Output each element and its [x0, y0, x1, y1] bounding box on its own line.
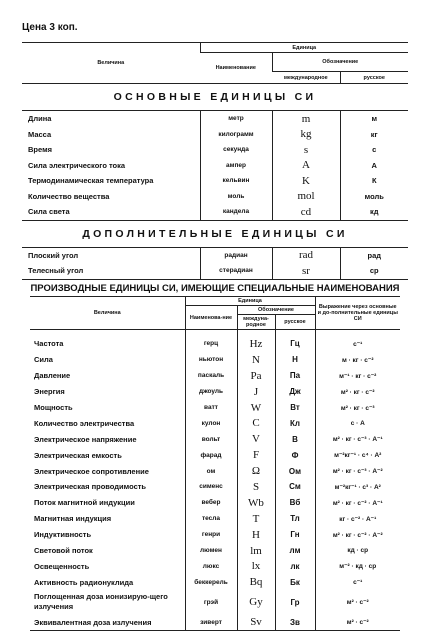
- russian-symbol: рад: [340, 247, 408, 263]
- unit-name: кельвин: [200, 173, 272, 189]
- international-symbol: Gy: [237, 590, 275, 614]
- derived-international-header: междуна-родное: [237, 315, 275, 330]
- si-expression: с · А: [315, 415, 400, 431]
- unit-name: секунда: [200, 142, 272, 158]
- derived-unit-row: [30, 527, 400, 543]
- derived-unit-row: [30, 558, 400, 574]
- derived-unit-row: [30, 330, 400, 352]
- international-symbol: Pa: [237, 368, 275, 384]
- quantity-name: Поглощенная доза ионизирую-щего излучения: [34, 592, 168, 612]
- russian-symbol: Гр: [275, 590, 315, 614]
- derived-unit-row: [30, 479, 400, 495]
- russian-symbol: лм: [275, 543, 315, 559]
- derived-unit-row: [30, 574, 400, 590]
- quantity-name: Электрическая емкость: [34, 450, 122, 460]
- quantity-name: Активность радионуклида: [34, 577, 134, 587]
- si-expression: с⁻¹: [315, 330, 400, 352]
- russian-symbol: Гн: [275, 527, 315, 543]
- russian-symbol: кд: [340, 204, 408, 220]
- international-symbol: Hz: [237, 330, 275, 352]
- quantity-name: Сила: [34, 355, 53, 365]
- section-title-basic: ОСНОВНЫЕ ЕДИНИЦЫ СИ: [22, 84, 408, 111]
- basic-unit-row: [22, 142, 408, 158]
- quantity-name: Электрическое сопротивление: [34, 466, 149, 476]
- unit-name: люмен: [185, 543, 237, 559]
- international-header: международное: [272, 72, 340, 84]
- international-symbol: F: [237, 447, 275, 463]
- si-expression: м · кг · с⁻²: [315, 352, 400, 368]
- international-symbol: lm: [237, 543, 275, 559]
- unit-header: Единица: [200, 43, 408, 53]
- quantity-name: Количество электричества: [34, 418, 135, 428]
- international-symbol: kg: [272, 127, 340, 143]
- russian-symbol: Тл: [275, 511, 315, 527]
- unit-name: ампер: [200, 158, 272, 174]
- unit-name: метр: [200, 111, 272, 127]
- basic-unit-row: [22, 111, 408, 127]
- international-symbol: V: [237, 431, 275, 447]
- international-symbol: m: [272, 111, 340, 127]
- quantity-name: Давление: [34, 371, 71, 381]
- international-symbol: cd: [272, 204, 340, 220]
- derived-unit-row: [30, 415, 400, 431]
- russian-symbol: ср: [340, 263, 408, 279]
- derived-unit-row: [30, 431, 400, 447]
- unit-name: стерадиан: [200, 263, 272, 279]
- derived-unit-row: [30, 352, 400, 368]
- unit-name: ватт: [185, 400, 237, 416]
- international-symbol: sr: [272, 263, 340, 279]
- russian-symbol: Кл: [275, 415, 315, 431]
- name-header: Наименование: [200, 53, 272, 84]
- derived-unit-header: Единица: [185, 297, 315, 306]
- si-expression: м² · кг · с⁻³: [315, 400, 400, 416]
- international-symbol: C: [237, 415, 275, 431]
- quantity-name: Масса: [28, 129, 52, 139]
- quantity-name: Сила света: [22, 204, 200, 220]
- russian-symbol: Бк: [275, 574, 315, 590]
- russian-symbol: Вб: [275, 495, 315, 511]
- unit-name: моль: [200, 189, 272, 205]
- unit-name: беккерель: [185, 574, 237, 590]
- quantity-name: Магнитная индукция: [34, 514, 112, 524]
- quantity-name: Телесный угол: [22, 263, 200, 279]
- international-symbol: Sv: [237, 614, 275, 630]
- russian-symbol: Па: [275, 368, 315, 384]
- quantity-name: Световой поток: [34, 546, 93, 556]
- quantity-name: Электрическое напряжение: [34, 434, 137, 444]
- section-title-supplementary: ДОПОЛНИТЕЛЬНЫЕ ЕДИНИЦЫ СИ: [22, 220, 408, 247]
- russian-symbol: кг: [340, 127, 408, 143]
- derived-unit-row: [30, 400, 400, 416]
- russian-symbol: Н: [275, 352, 315, 368]
- russian-symbol: Ф: [275, 447, 315, 463]
- derived-unit-row: [30, 463, 400, 479]
- quantity-name: Сила электрического тока: [28, 160, 126, 170]
- derived-unit-row: [30, 368, 400, 384]
- international-symbol: K: [272, 173, 340, 189]
- si-expression: м⁻²кг⁻¹ · с³ · А²: [315, 479, 400, 495]
- supplementary-unit-row: [22, 263, 408, 279]
- unit-name: кулон: [185, 415, 237, 431]
- international-symbol: W: [237, 400, 275, 416]
- russian-symbol: См: [275, 479, 315, 495]
- supplementary-unit-row: [22, 247, 408, 263]
- si-expression: м² · кг · с⁻²: [315, 384, 400, 400]
- unit-name: герц: [185, 330, 237, 352]
- unit-name: вольт: [185, 431, 237, 447]
- quantity-name: Электрическая проводимость: [34, 482, 147, 492]
- quantity-name: Мощность: [34, 403, 73, 412]
- derived-units-table: [30, 296, 400, 631]
- derived-unit-row: [30, 614, 400, 630]
- si-expression: м⁻²кг⁻¹ · с⁴ · А²: [315, 447, 400, 463]
- russian-symbol: В: [275, 431, 315, 447]
- international-symbol: Wb: [237, 495, 275, 511]
- russian-symbol: Гц: [275, 330, 315, 352]
- quantity-name: Количество вещества: [28, 191, 110, 201]
- unit-name: паскаль: [185, 368, 237, 384]
- si-expression: м² · кг · с⁻³ · А⁻¹: [315, 431, 400, 447]
- international-symbol: S: [237, 479, 275, 495]
- unit-name: килограмм: [200, 127, 272, 143]
- si-expression: м² · кг · с⁻² · А⁻²: [315, 527, 400, 543]
- international-symbol: Ω: [237, 463, 275, 479]
- international-symbol: N: [237, 352, 275, 368]
- russian-header: русское: [340, 72, 408, 84]
- derived-unit-row: [30, 495, 400, 511]
- quantity-header: Величина: [22, 43, 200, 84]
- quantity-name: Индуктивность: [34, 530, 92, 540]
- basic-units-table: [22, 42, 408, 280]
- international-symbol: Bq: [237, 574, 275, 590]
- quantity-name: Эквивалентная доза излучения: [30, 614, 185, 630]
- derived-unit-row: [30, 590, 400, 614]
- si-expression: м² · кг · с⁻³ · А⁻²: [315, 463, 400, 479]
- si-expression: м⁻² · кд · ср: [315, 558, 400, 574]
- quantity-name: Энергия: [34, 387, 65, 397]
- quantity-name: Поток магнитной индукции: [34, 498, 135, 508]
- russian-symbol: моль: [340, 189, 408, 205]
- quantity-name: Термодинамическая температура: [28, 176, 154, 186]
- basic-unit-row: [22, 189, 408, 205]
- derived-designation-header: Обозначение: [237, 306, 315, 315]
- basic-unit-row: [22, 127, 408, 143]
- quantity-name: Время: [28, 145, 52, 155]
- unit-name: генри: [185, 527, 237, 543]
- international-symbol: H: [237, 527, 275, 543]
- quantity-name: Плоский угол: [28, 250, 79, 260]
- international-symbol: lx: [237, 558, 275, 574]
- basic-unit-row: [22, 158, 408, 174]
- si-expression: м² · с⁻²: [315, 590, 400, 614]
- basic-unit-row: [22, 173, 408, 189]
- russian-symbol: К: [340, 173, 408, 189]
- unit-name: грэй: [185, 590, 237, 614]
- si-expression: м² · кг · с⁻² · А⁻¹: [315, 495, 400, 511]
- si-expression: кд · ср: [315, 543, 400, 559]
- unit-name: джоуль: [185, 384, 237, 400]
- section-title-derived: ПРОИЗВОДНЫЕ ЕДИНИЦЫ СИ, ИМЕЮЩИЕ СПЕЦИАЛЬНЫЕ НАИМЕНОВАНИЯ: [30, 283, 400, 294]
- international-symbol: T: [237, 511, 275, 527]
- unit-name: тесла: [185, 511, 237, 527]
- unit-name: ом: [185, 463, 237, 479]
- derived-quantity-header: Величина: [30, 297, 185, 330]
- international-symbol: mol: [272, 189, 340, 205]
- international-symbol: J: [237, 384, 275, 400]
- derived-unit-row: [30, 511, 400, 527]
- russian-symbol: Вт: [275, 400, 315, 416]
- designation-header: Обозначение: [272, 53, 408, 72]
- russian-symbol: лк: [275, 558, 315, 574]
- unit-name: ньютон: [185, 352, 237, 368]
- russian-symbol: с: [340, 142, 408, 158]
- derived-expr-header: Выражение через основные и до-полнительные единицы СИ: [315, 297, 400, 330]
- russian-symbol: Дж: [275, 384, 315, 400]
- derived-russian-header: русское: [275, 315, 315, 330]
- russian-symbol: Ом: [275, 463, 315, 479]
- russian-symbol: м: [340, 111, 408, 127]
- russian-symbol: А: [340, 158, 408, 174]
- si-expression: кг · с⁻² · А⁻¹: [315, 511, 400, 527]
- derived-unit-row: [30, 543, 400, 559]
- quantity-name: Частота: [34, 339, 64, 349]
- unit-name: радиан: [200, 247, 272, 263]
- derived-unit-row: [30, 384, 400, 400]
- unit-name: фарад: [185, 447, 237, 463]
- si-expression: м² · с⁻²: [315, 614, 400, 630]
- unit-name: сименс: [185, 479, 237, 495]
- si-expression: с⁻¹: [315, 574, 400, 590]
- unit-name: кандела: [200, 204, 272, 220]
- derived-unit-row: [30, 447, 400, 463]
- price-label: Цена 3 коп.: [22, 22, 78, 33]
- international-symbol: rad: [272, 247, 340, 263]
- international-symbol: s: [272, 142, 340, 158]
- derived-name-header: Наименова-ние: [185, 306, 237, 330]
- unit-name: люкс: [185, 558, 237, 574]
- international-symbol: A: [272, 158, 340, 174]
- russian-symbol: Зв: [275, 614, 315, 630]
- basic-unit-row: [22, 204, 408, 220]
- quantity-name: Освещенность: [34, 561, 90, 571]
- quantity-name: Длина: [28, 114, 52, 124]
- unit-name: вебер: [185, 495, 237, 511]
- si-expression: м⁻¹ · кг · с⁻²: [315, 368, 400, 384]
- unit-name: зиверт: [185, 614, 237, 630]
